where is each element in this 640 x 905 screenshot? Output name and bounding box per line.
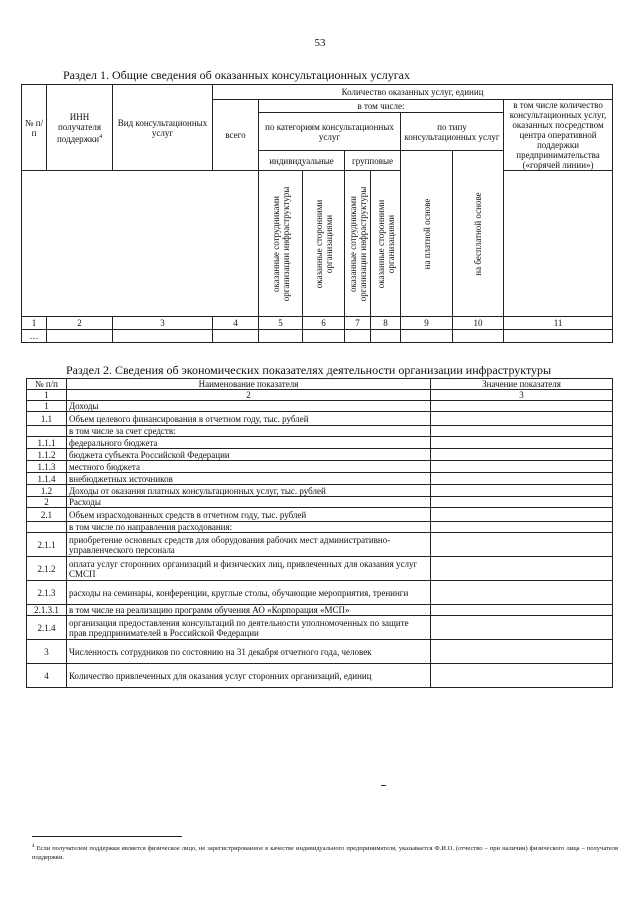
header-inn: ИНН получателя поддержки$^4$ [47, 85, 113, 171]
colnum: 6 [303, 317, 345, 330]
row-num: 2.1 [27, 508, 67, 522]
row-value [431, 437, 613, 449]
header-qty: Количество оказанных услуг, единиц [213, 85, 613, 100]
header-kind: Вид консультационных услуг [113, 85, 213, 171]
row-num: 2.1.3.1 [27, 605, 67, 616]
row-value [431, 581, 613, 605]
row-value [431, 485, 613, 497]
row-name: Объем израсходованных средств в отчетном году, тыс. рублей [67, 508, 431, 522]
colnum: 9 [401, 317, 453, 330]
row-value [431, 461, 613, 473]
row-num: 4 [27, 664, 67, 688]
row-value [431, 640, 613, 664]
table-row [27, 533, 613, 557]
row-value [431, 664, 613, 688]
row-value [431, 557, 613, 581]
header-incl: в том числе: [259, 100, 504, 113]
row-name: бюджета субъекта Российской Федерации [67, 449, 431, 461]
footnote-mark: 4 [32, 844, 35, 849]
section2-title: Раздел 2. Сведения об экономических показателях деятельности организации инфраструктуры [66, 363, 552, 377]
row-name: внебюджетных источников [67, 473, 431, 485]
row-value [431, 426, 613, 437]
row-name: Численность сотрудников по состоянию на 31 декабря отчетного года, человек [67, 640, 431, 664]
stray-mark [381, 785, 386, 786]
table-row [27, 522, 613, 533]
empty-cell [371, 330, 401, 343]
empty-cell [401, 330, 453, 343]
empty-cell [504, 330, 613, 343]
header-individual: индивидуальные [259, 151, 345, 171]
colnum: 8 [371, 317, 401, 330]
header-num: № п/п [22, 85, 47, 171]
table-row [27, 449, 613, 461]
row-value [431, 522, 613, 533]
header-group: групповые [345, 151, 401, 171]
ellipsis-cell: … [22, 330, 47, 343]
table-row [27, 605, 613, 616]
table-row [27, 426, 613, 437]
indicators-table [26, 378, 613, 688]
header-by-category: по категориям консультационных услуг [259, 113, 401, 151]
row-name: федерального бюджета [67, 437, 431, 449]
row-value [431, 412, 613, 426]
header-free: на бесплатной основе [453, 151, 504, 317]
page-number: 53 [314, 37, 326, 49]
header-spacer [504, 171, 613, 317]
colnum: 11 [504, 317, 613, 330]
empty-cell [453, 330, 504, 343]
empty-cell [259, 330, 303, 343]
table-row [27, 557, 613, 581]
row-value [431, 497, 613, 508]
header-ind-staff: оказанные сотрудниками организации инфраструктуры [259, 171, 303, 317]
empty-cell [303, 330, 345, 343]
row-value [431, 508, 613, 522]
footnote-divider [32, 836, 182, 837]
header-paid: на платной основе [401, 151, 453, 317]
table-row [27, 473, 613, 485]
row-num: 1.2 [27, 485, 67, 497]
row-num [27, 522, 67, 533]
row-name: местного бюджета [67, 461, 431, 473]
table-row [27, 640, 613, 664]
colnum: 10 [453, 317, 504, 330]
colnum: 1 [22, 317, 47, 330]
colnum: 4 [213, 317, 259, 330]
row-num: 1.1.2 [27, 449, 67, 461]
table-row [27, 664, 613, 688]
colnum: 2 [47, 317, 113, 330]
row-name: в том числе за счет средств: [67, 426, 431, 437]
footnote [32, 842, 618, 862]
empty-cell [345, 330, 371, 343]
row-name: Доходы [67, 401, 431, 412]
section1-title: Раздел 1. Общие сведения об оказанных консультационных услугах [63, 68, 410, 82]
header-value: Значение показателя [431, 379, 613, 390]
empty-cell [113, 330, 213, 343]
row-value [431, 449, 613, 461]
header-name: Наименование показателя [67, 379, 431, 390]
services-table [21, 84, 613, 343]
row-name: в том числе на реализацию программ обучения АО «Корпорация «МСП» [67, 605, 431, 616]
header-spacer [22, 171, 259, 317]
row-num: 3 [27, 640, 67, 664]
table-row [27, 485, 613, 497]
row-num: 1 [27, 401, 67, 412]
table-row [27, 461, 613, 473]
row-num: 2.1.3 [27, 581, 67, 605]
colnum: 5 [259, 317, 303, 330]
row-num: 2.1.2 [27, 557, 67, 581]
colnum: 2 [67, 390, 431, 401]
header-grp-third: оказанные сторонними организациями [371, 171, 401, 317]
row-num: 1.1.3 [27, 461, 67, 473]
row-num: 2 [27, 497, 67, 508]
row-num: 1.1.4 [27, 473, 67, 485]
row-num: 1.1.1 [27, 437, 67, 449]
row-value [431, 533, 613, 557]
colnum: 7 [345, 317, 371, 330]
header-hotline: в том числе количество консультационных услуг, оказанных посредством центра оперативной поддержки предпринимательства («горячей линии») [504, 100, 613, 171]
row-num: 2.1.4 [27, 616, 67, 640]
table-row [27, 437, 613, 449]
empty-cell [47, 330, 113, 343]
row-name: Доходы от оказания платных консультационных услуг, тыс. рублей [67, 485, 431, 497]
row-num [27, 426, 67, 437]
row-name: Объем целевого финансирования в отчетном году, тыс. рублей [67, 412, 431, 426]
table-row [27, 616, 613, 640]
row-value [431, 605, 613, 616]
row-name: расходы на семинары, конференции, круглые столы, обучающие мероприятия, тренинги [67, 581, 431, 605]
row-name: оплата услуг сторонних организаций и физических лиц, привлеченных для оказания услуг СМСП [67, 557, 431, 581]
table-row [27, 412, 613, 426]
row-name: Расходы [67, 497, 431, 508]
table-row [27, 497, 613, 508]
footnote-text: Если получателем поддержки является физическое лицо, не зарегистрированное в качестве индивидуального предпринимателя, указывается Ф.И.О. (отчество – при наличии) физического лица – получателя поддержки. [32, 845, 618, 862]
header-by-type: по типу консультационных услуг [401, 113, 504, 151]
empty-cell [213, 330, 259, 343]
colnum: 3 [113, 317, 213, 330]
table-row [27, 401, 613, 412]
header-ind-third: оказанные сторонними организациями [303, 171, 345, 317]
footnote-ref: 4 [99, 133, 103, 140]
row-name: организация предоставления консультаций по деятельности уполномоченных по защите прав предпринимателей в Российской Федерации [67, 616, 431, 640]
row-value [431, 616, 613, 640]
row-name: приобретение основных средств для оборудования рабочих мест административно-управленческого персонала [67, 533, 431, 557]
header-total: всего [213, 100, 259, 171]
row-value [431, 473, 613, 485]
colnum: 3 [431, 390, 613, 401]
row-num: 1.1 [27, 412, 67, 426]
row-num: 2.1.1 [27, 533, 67, 557]
header-grp-staff: оказанные сотрудниками организации инфраструктуры [345, 171, 371, 317]
colnum: 1 [27, 390, 67, 401]
header-num: № п/п [27, 379, 67, 390]
table-row [27, 508, 613, 522]
row-name: в том числе по направления расходования: [67, 522, 431, 533]
row-name: Количество привлеченных для оказания услуг сторонних организаций, единиц [67, 664, 431, 688]
table-row [27, 581, 613, 605]
row-value [431, 401, 613, 412]
